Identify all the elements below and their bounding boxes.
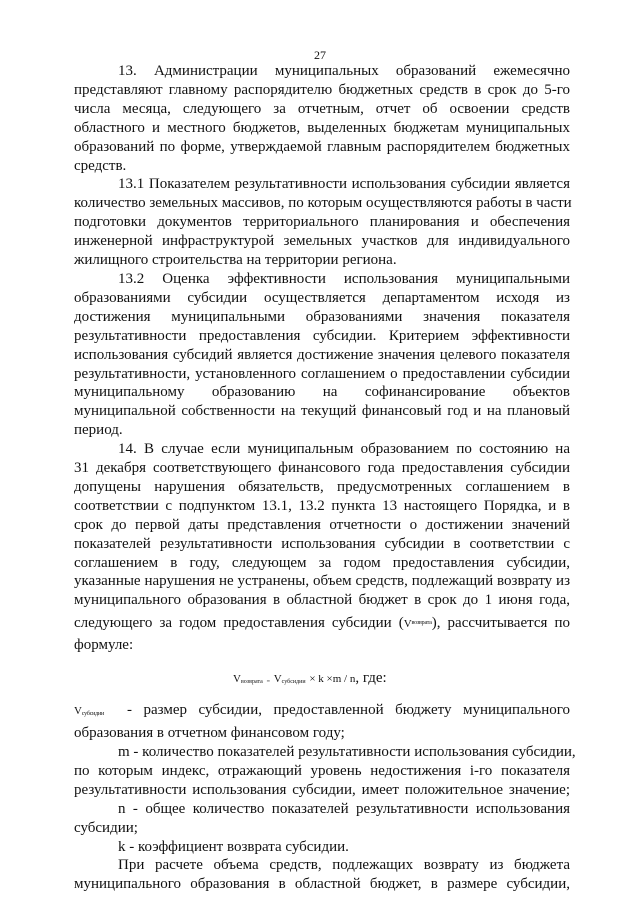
definition-k: k - коэффициент возврата субсидии. bbox=[118, 838, 349, 855]
text-line: 31 декабря соответствующего финансового года предоставления субсидии bbox=[74, 460, 570, 477]
text-line: жилищного строительства на территории региона. bbox=[74, 252, 397, 269]
formula-equals: = bbox=[266, 679, 270, 686]
text-line: соответствии с подпунктом 13.1, 13.2 пункта 13 настоящего Порядка, и в bbox=[74, 497, 570, 514]
text-line: результативности использования субсидии, имеет положительное значение; bbox=[74, 781, 570, 798]
text-fragment: ), рассчитывается по bbox=[431, 615, 570, 632]
text-line: числа месяца, следующего за отчетным, отчет об освоении средств bbox=[74, 100, 570, 117]
text-line: срок до первой даты представления отчетности о достижении значений bbox=[74, 516, 570, 533]
formula-v-subsidy: Vсубсидии bbox=[273, 673, 306, 686]
text-line: достижения муниципальными образованиями значения показателя bbox=[74, 308, 570, 325]
text-fragment: следующего за годом предоставления субсидии ( bbox=[74, 615, 404, 632]
text-line: областного и местного бюджетов, выделенных бюджетам муниципальных bbox=[74, 119, 570, 136]
text-line: соглашением в году, следующем за годом предоставления субсидии, bbox=[74, 554, 570, 571]
text-line-with-symbol bbox=[74, 610, 570, 636]
v-subsidy-symbol: Vсубсидии bbox=[74, 705, 105, 718]
text-line: 13.1 Показателем результативности использования субсидии является bbox=[118, 176, 570, 193]
text-line: подготовки документов территориального планирования и обеспечения bbox=[74, 214, 570, 231]
text-line: указанные нарушения не устранены, объем средств, подлежащий возврату из bbox=[74, 573, 570, 590]
formula-v-return: Vвозврата bbox=[233, 673, 263, 686]
formula bbox=[74, 655, 570, 701]
text-line: субсидии; bbox=[74, 819, 138, 836]
text-line: 13. Администрации муниципальных образований ежемесячно bbox=[118, 63, 570, 79]
text-line: образованиями субсидии осуществляется департаментом исходя из bbox=[74, 289, 570, 306]
document-body bbox=[74, 62, 576, 894]
text-line: муниципального образования в областной бюджет, в размере субсидии, bbox=[74, 876, 570, 893]
text-line: допущены нарушения обязательств, предусмотренных соглашением в bbox=[74, 478, 570, 495]
text-line: результативности, установленного соглашением о предоставлении субсидии bbox=[74, 365, 570, 382]
definition-v-subsidy: Vсубсидии - размер субсидии, предоставленной бюджету муниципального bbox=[74, 702, 570, 719]
text-line: 14. В случае если муниципальным образованием по состоянию на bbox=[118, 441, 570, 458]
text-line: 13.2 Оценка эффективности использования муниципальными bbox=[118, 270, 570, 287]
text-line: формуле: bbox=[74, 637, 134, 654]
page-number: 27 bbox=[314, 48, 326, 62]
v-return-symbol: $V^{возврата}$ bbox=[403, 618, 432, 631]
text-line: образования в отчетном финансовом году; bbox=[74, 725, 345, 742]
text-line: При расчете объема средств, подлежащих возврату из бюджета bbox=[118, 857, 570, 874]
text-line: муниципального образования в областной бюджет в срок до 1 июня года, bbox=[74, 592, 570, 609]
text-line: муниципальной собственности на текущий финансовый год и на плановый bbox=[74, 403, 570, 420]
text-line: количество земельных массивов, по которым осуществляются работы в части bbox=[74, 195, 572, 212]
text-line: средств. bbox=[74, 157, 127, 174]
text-line: представляют главному распорядителю бюджетных средств в срок до 5-го bbox=[74, 81, 570, 98]
text-line: показателей результативности использования субсидии в соответствии с bbox=[74, 535, 570, 552]
formula-where: , где: bbox=[355, 670, 387, 687]
text-line: результативности предоставления субсидии. Критерием эффективности bbox=[74, 327, 570, 344]
text-line: муниципальному образованию на софинансирование объектов bbox=[74, 384, 570, 401]
definition-m: m - количество показателей результативности использования субсидии, bbox=[118, 744, 576, 760]
definition-n: n - общее количество показателей результативности использования bbox=[118, 800, 570, 817]
text-line: период. bbox=[74, 422, 123, 439]
text-line: инженерной инфраструктурой земельных участков для индивидуального bbox=[74, 233, 570, 250]
text-line: по которым индекс, отражающий уровень недостижения i-го показателя bbox=[74, 762, 570, 779]
text-line: образований по форме, утверждаемой главным распорядителем бюджетных bbox=[74, 138, 570, 155]
formula-rest: × k ×m / n bbox=[309, 673, 356, 686]
text-line: использования субсидий является достижение значения целевого показателя bbox=[74, 346, 570, 363]
